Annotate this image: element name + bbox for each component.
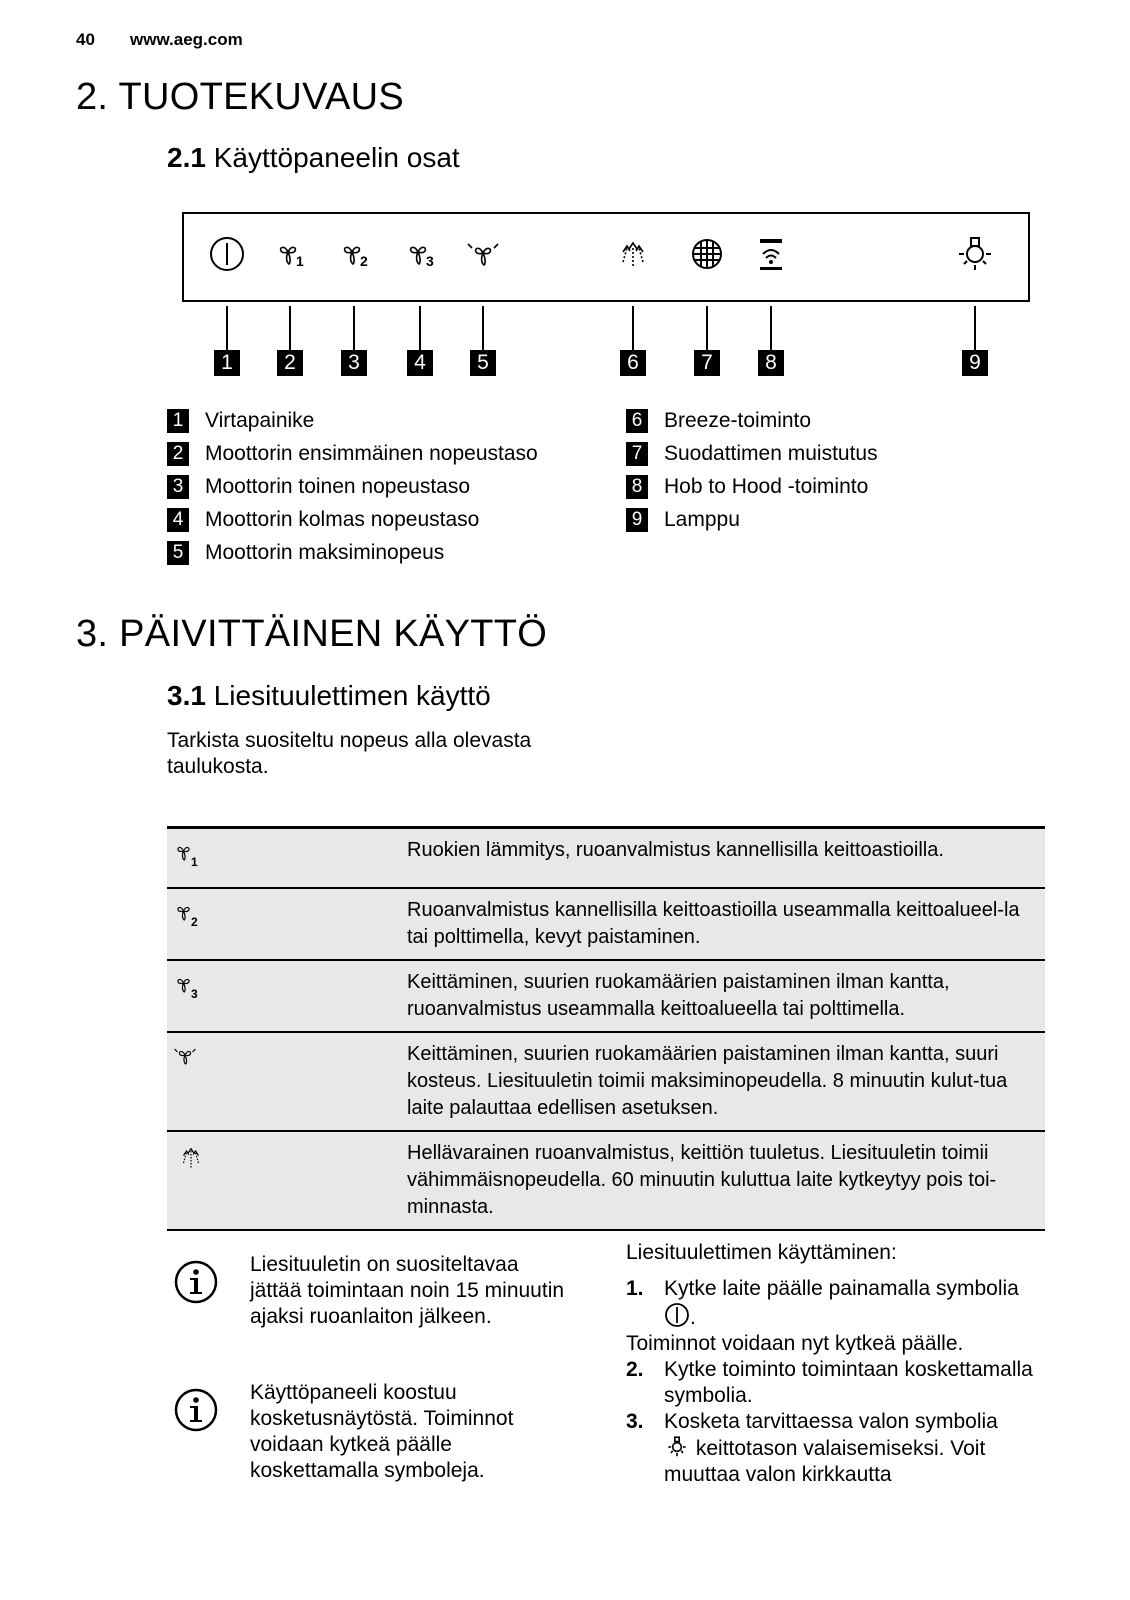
fan-speed-2-icon [330, 234, 378, 274]
legend-label: Suodattimen muistutus [664, 442, 878, 465]
legend-item-9 [626, 508, 740, 532]
legend-label: Virtapainike [205, 409, 315, 432]
step-text: Kytke toiminto toimintaan koskettamalla symbolia. [664, 1358, 1033, 1407]
legend-item-3 [167, 475, 470, 499]
note-text: Käyttöpaneeli koostuu kosketusnäytöstä. Toiminnot voidaan kytkeä päälle koskettamalla symboleja. [250, 1381, 514, 1482]
table-row [167, 888, 1045, 960]
legend-label: Moottorin maksiminopeus [205, 541, 445, 564]
callout-number: 6 [620, 350, 646, 376]
fan-max-icon [173, 1041, 209, 1075]
callout-number: 5 [470, 350, 496, 376]
subsection-number: 3.1 [167, 680, 206, 711]
svg-text:2: 2 [191, 915, 198, 929]
legend-label: Moottorin toinen nopeustaso [205, 475, 471, 498]
section-3-1-heading [167, 680, 491, 712]
panel-control-9 [951, 234, 999, 374]
info-icon [174, 1260, 218, 1304]
filter-icon [683, 234, 731, 274]
table-text-cell: Keittäminen, suurien ruokamäärien paistaminen ilman kantta, suuri kosteus. Liesituuletin toimii maksiminopeudella. 8 minuutin kulut-tua laite palauttaa edellisen asetuksen. [407, 1032, 1045, 1131]
section-2-1-heading [167, 142, 460, 174]
legend-item-1 [167, 409, 314, 433]
leader-line [482, 306, 484, 350]
leader-line [770, 306, 772, 350]
speed-table [167, 826, 1045, 1231]
table-icon-cell [167, 960, 407, 1032]
subsection-title: Käyttöpaneelin osat [213, 142, 460, 173]
table-row [167, 1131, 1045, 1230]
table-text-cell: Hellävarainen ruoanvalmistus, keittiön tuuletus. Liesituuletin toimii vähimmäisnopeudella. 60 minuutin kuluttua laite kytkeytyy pois toi-minnasta. [407, 1131, 1045, 1230]
legend-item-6 [626, 409, 811, 433]
svg-text:3: 3 [191, 987, 198, 1001]
legend-item-5 [167, 541, 444, 565]
panel-control-6 [609, 234, 657, 374]
legend-number: 1 [167, 409, 189, 433]
panel-control-4 [396, 234, 444, 374]
step-text: Kosketa tarvittaessa valon symbolia [664, 1410, 998, 1433]
leader-line [419, 306, 421, 350]
table-icon-cell [167, 1032, 407, 1131]
subsection-number: 2.1 [167, 142, 206, 173]
fan-speed-1-icon [173, 837, 209, 871]
lamp-icon [664, 1435, 690, 1459]
legend-number: 8 [626, 475, 648, 499]
panel-control-1 [203, 234, 251, 374]
svg-text:1: 1 [191, 855, 198, 869]
panel-control-2 [266, 234, 314, 374]
panel-control-7 [683, 234, 731, 374]
table-row [167, 1032, 1045, 1131]
callout-number: 8 [758, 350, 784, 376]
usage-instructions [626, 1240, 1046, 1488]
legend-number: 6 [626, 409, 648, 433]
legend-item-2 [167, 442, 538, 466]
page-number: 40 [76, 30, 95, 49]
leader-line [289, 306, 291, 350]
table-text-cell: Keittäminen, suurien ruokamäärien paistaminen ilman kantta, ruoanvalmistus useammalla keittoalueella tai polttimella. [407, 960, 1045, 1032]
svg-text:2: 2 [360, 253, 368, 269]
fan-speed-1-icon [266, 234, 314, 274]
website-link[interactable]: www.aeg.com [130, 30, 243, 49]
note-text: Liesituuletin on suositeltavaa jättää toimintaan noin 15 minuutin ajaksi ruoanlaiton jälkeen. [250, 1253, 565, 1328]
callout-number: 4 [407, 350, 433, 376]
table-text-cell: Ruoanvalmistus kannellisilla keittoastioilla useammalla keittoalueel-la tai polttimella, kevyt paistaminen. [407, 888, 1045, 960]
step-1 [626, 1276, 1046, 1331]
legend-number: 5 [167, 541, 189, 565]
fan-speed-3-icon [396, 234, 444, 274]
callout-number: 1 [214, 350, 240, 376]
panel-control-3 [330, 234, 378, 374]
leader-line [353, 306, 355, 350]
section-3-title: 3. PÄIVITTÄINEN KÄYTTÖ [76, 613, 548, 655]
callout-number: 7 [694, 350, 720, 376]
panel-control-8 [747, 234, 795, 374]
table-icon-cell [167, 888, 407, 960]
table-text-cell: Ruokien lämmitys, ruoanvalmistus kannellisilla keittoastioilla. [407, 828, 1045, 889]
hob-to-hood-icon [747, 234, 795, 274]
breeze-icon [609, 234, 657, 274]
step-text: Kytke laite päälle painamalla symbolia [664, 1277, 1019, 1300]
table-row [167, 960, 1045, 1032]
legend-label: Hob to Hood -toiminto [664, 475, 869, 498]
legend-label: Breeze-toiminto [664, 409, 812, 432]
legend-item-8 [626, 475, 868, 499]
panel-control-5 [459, 234, 507, 374]
callout-number: 3 [341, 350, 367, 376]
legend-number: 4 [167, 508, 189, 532]
legend-label: Moottorin kolmas nopeustaso [205, 508, 480, 531]
legend-item-4 [167, 508, 479, 532]
leader-line [226, 306, 228, 350]
callout-number: 9 [962, 350, 988, 376]
usage-heading: Liesituulettimen käyttäminen: [626, 1241, 897, 1264]
leader-line [974, 306, 976, 350]
section-2-title: 2. TUOTEKUVAUS [76, 76, 404, 118]
table-icon-cell [167, 1131, 407, 1230]
svg-text:1: 1 [296, 253, 304, 269]
legend-number: 9 [626, 508, 648, 532]
fan-speed-2-icon [173, 897, 209, 931]
leader-line [632, 306, 634, 350]
legend-item-7 [626, 442, 878, 466]
legend-number: 3 [167, 475, 189, 499]
step-number: 1. [626, 1277, 644, 1300]
step-2 [626, 1357, 1046, 1409]
step-text-continued: keittotason valaisemiseksi. Voit muuttaa valon kirkkautta [664, 1437, 986, 1486]
callout-number: 2 [277, 350, 303, 376]
legend-number: 2 [167, 442, 189, 466]
fan-speed-3-icon [173, 969, 209, 1003]
table-row [167, 828, 1045, 889]
legend-label: Lamppu [664, 508, 740, 531]
svg-text:3: 3 [426, 253, 434, 269]
info-icon [174, 1388, 218, 1432]
power-icon [664, 1302, 690, 1328]
intro-text: Tarkista suositeltu nopeus alla olevasta taulukosta. [167, 729, 532, 778]
leader-line [706, 306, 708, 350]
fan-max-icon [459, 234, 507, 274]
step-3 [626, 1409, 1046, 1488]
subsection-title: Liesituulettimen käyttö [213, 680, 491, 711]
step-1-after: Toiminnot voidaan nyt kytkeä päälle. [626, 1332, 964, 1355]
step-number: 2. [626, 1358, 644, 1381]
step-number: 3. [626, 1410, 644, 1433]
legend-number: 7 [626, 442, 648, 466]
breeze-icon [173, 1140, 209, 1174]
lamp-icon [951, 234, 999, 274]
legend-label: Moottorin ensimmäinen nopeustaso [205, 442, 538, 465]
step-text-end: . [690, 1306, 696, 1329]
table-icon-cell [167, 828, 407, 889]
power-icon [203, 234, 251, 274]
